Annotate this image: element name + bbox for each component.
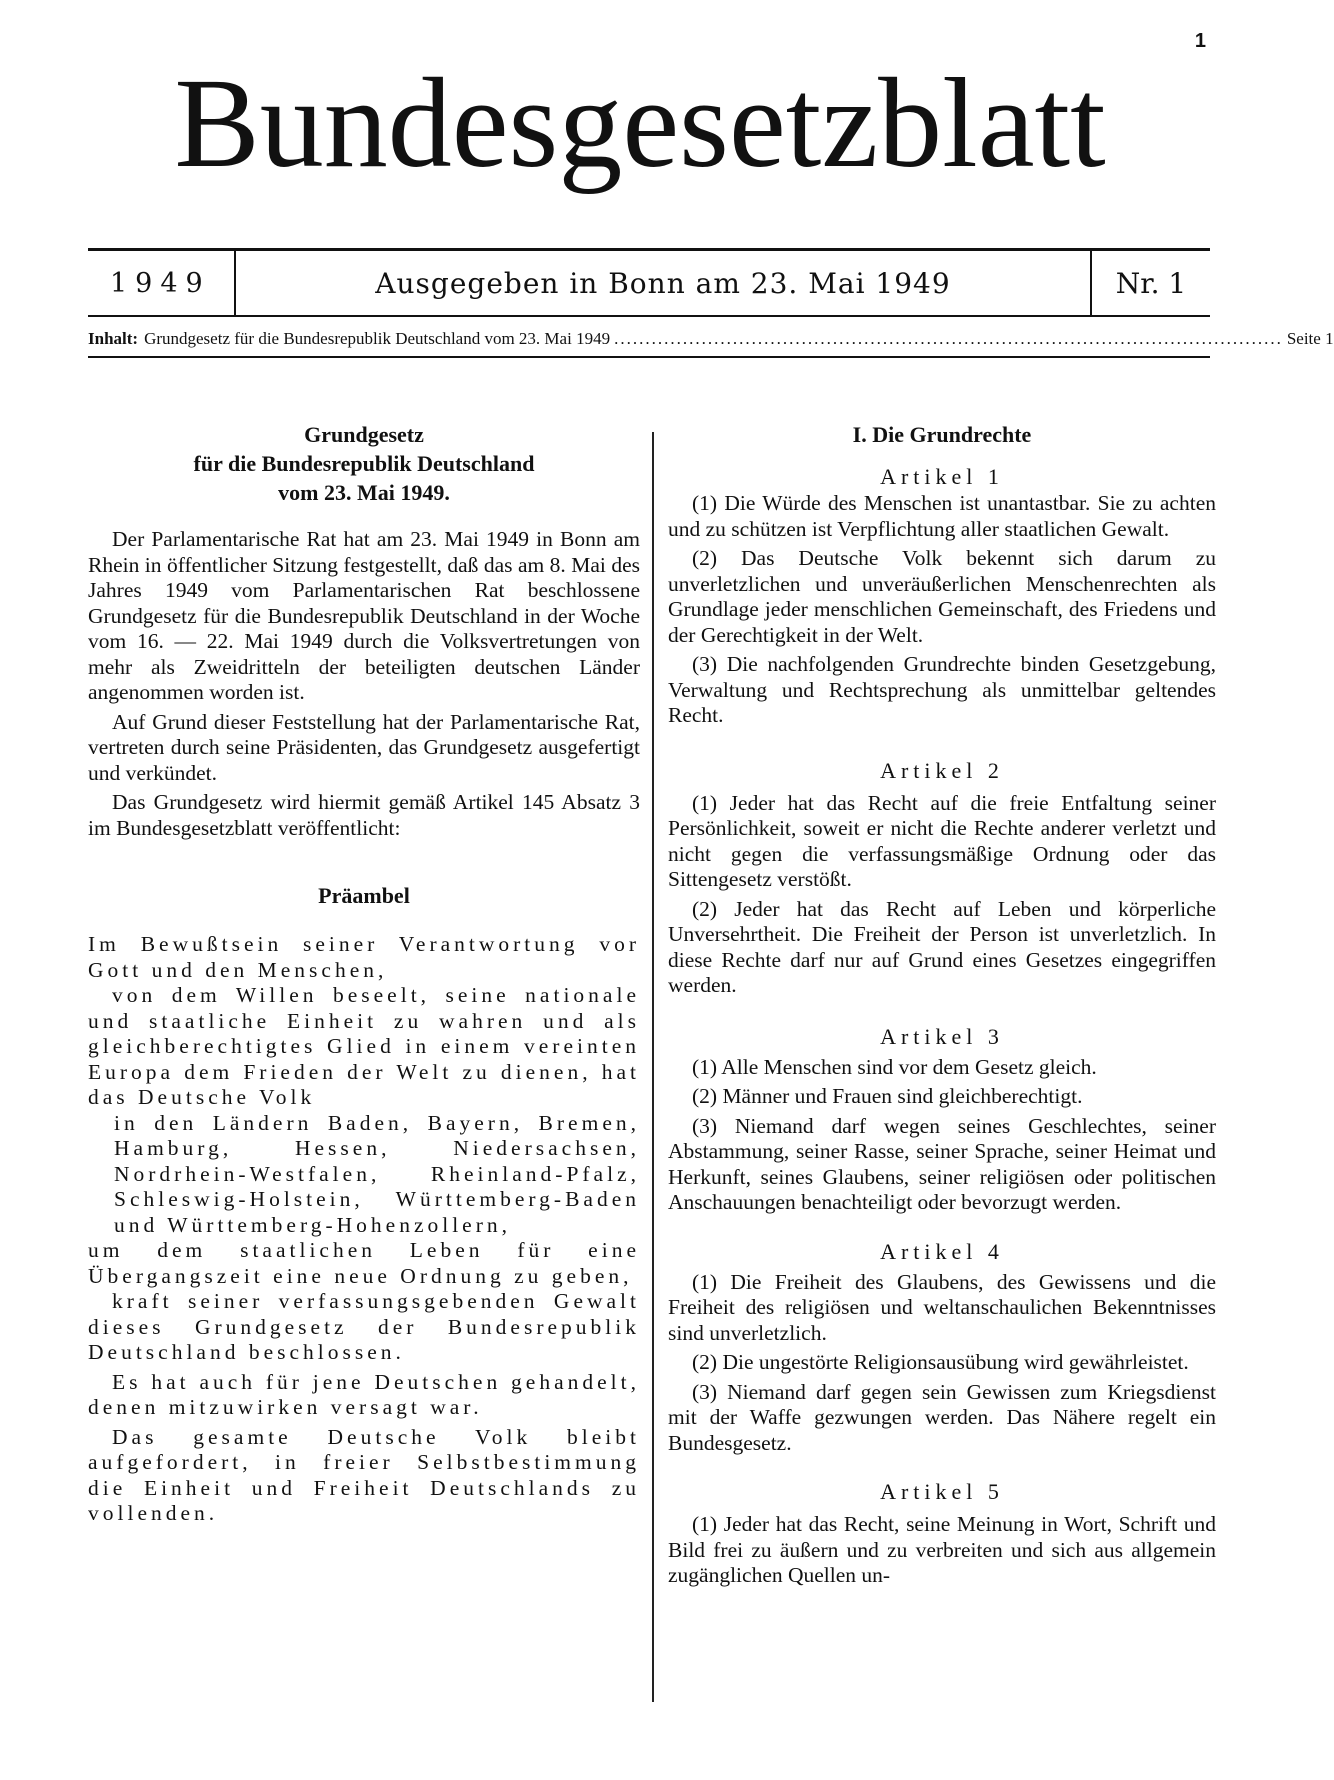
law-title-line2: für die Bundesrepublik Deutschland bbox=[193, 451, 535, 476]
preamble-line-3: in den Ländern Baden, Bayern, Bremen, Hamburg, Hessen, Niedersachsen, Nordrhein-Westfalen, Rheinland-Pfalz, Schleswig-Holstein, Württemberg-Baden und Württemberg-Hohenzollern, bbox=[114, 1110, 640, 1237]
article-3-para-3: (3) Niemand darf wegen seines Geschlechtes, seiner Abstammung, seiner Rasse, seiner Sprache, seiner Heimat und Herkunft, seines Glaubens, seiner religiösen oder politischen Anschauungen benachteiligt oder bevorzugt werden. bbox=[668, 1113, 1216, 1214]
contents-leader: ........................................................................................................... bbox=[614, 329, 1283, 348]
article-2-para-1: (1) Jeder hat das Recht auf die freie Entfaltung seiner Persönlichkeit, soweit er nicht die Rechte anderer verletzt und nicht gegen die verfassungsmäßige Ordnung oder das Sittengesetz verstößt. bbox=[668, 790, 1216, 891]
page-number: 1 bbox=[1194, 30, 1206, 52]
intro-paragraph-1: Der Parlamentarische Rat hat am 23. Mai 1949 in Bonn am Rhein in öffentlicher Sitzung festgestellt, daß das am 8. Mai des Jahres 1949 vom Parlamentarischen Rat beschlossene Grundgesetz für die Bundesrepublik Deutschland in der Woche vom 16. — 22. Mai 1949 durch die Volksvertretungen von mehr als Zweidritteln der beteiligten deutschen Länder angenommen worden ist. bbox=[88, 527, 640, 704]
contents-line bbox=[88, 322, 1334, 358]
article-1-para-1: (1) Die Würde des Menschen ist unantastbar. Sie zu achten und zu schützen ist Verpflichtung aller staatlichen Gewalt. bbox=[668, 491, 1216, 541]
issue-year: 1949 bbox=[88, 251, 236, 315]
law-title bbox=[88, 420, 640, 507]
preamble-line-4: um dem staatlichen Leben für eine Übergangszeit eine neue Ordnung zu geben, bbox=[88, 1238, 640, 1288]
article-5-title: Artikel 5 bbox=[880, 1479, 1004, 1504]
issue-bar bbox=[88, 248, 1210, 317]
article-5-para-1: (1) Jeder hat das Recht, seine Meinung in Wort, Schrift und Bild frei zu äußern und zu verbreiten und sich aus allgemein zugänglichen Quellen un- bbox=[668, 1512, 1216, 1587]
column-divider bbox=[652, 432, 654, 1702]
issue-place-date: Ausgegeben in Bonn am 23. Mai 1949 bbox=[236, 251, 1092, 315]
article-2-para-2: (2) Jeder hat das Recht auf Leben und körperliche Unversehrtheit. Die Freiheit der Person ist unverletzlich. In diese Rechte darf nur auf Grund eines Gesetzes eingegriffen werden. bbox=[668, 896, 1216, 997]
preamble-line-5: kraft seiner verfassungsgebenden Gewalt dieses Grundgesetz der Bundesrepublik Deutschland beschlossen. bbox=[88, 1289, 640, 1364]
article-4-para-1: (1) Die Freiheit des Glaubens, des Gewissens und die Freiheit des religiösen und weltanschaulichen Bekenntnisses sind unverletzlich. bbox=[668, 1269, 1216, 1345]
article-3-para-1: (1) Alle Menschen sind vor dem Gesetz gleich. bbox=[692, 1054, 1097, 1079]
preamble-line-6: Es hat auch für jene Deutschen gehandelt, denen mitzuwirken versagt war. bbox=[88, 1369, 640, 1419]
contents-label: Inhalt: bbox=[88, 329, 139, 348]
article-3-title: Artikel 3 bbox=[880, 1023, 1004, 1049]
preamble-title: Präambel bbox=[318, 883, 410, 908]
masthead-title: Bundesgesetzblatt bbox=[174, 52, 1106, 194]
left-column bbox=[88, 420, 640, 1527]
section-title: I. Die Grundrechte bbox=[852, 422, 1032, 447]
intro-paragraph-3: Das Grundgesetz wird hiermit gemäß Artikel 145 Absatz 3 im Bundesgesetzblatt veröffentlicht: bbox=[88, 790, 640, 840]
article-4-para-3: (3) Niemand darf gegen sein Gewissen zum Kriegsdienst mit der Waffe gezwungen werden. Das Nähere regelt ein Bundesgesetz. bbox=[668, 1379, 1216, 1455]
preamble-line-7: Das gesamte Deutsche Volk bleibt aufgefordert, in freier Selbstbestimmung die Einheit und Freiheit Deutschlands zu vollenden. bbox=[88, 1424, 640, 1525]
article-1-para-2: (2) Das Deutsche Volk bekennt sich darum zu unverletzlichen und unveräußerlichen Menschenrechten als Grundlage jeder menschlichen Gemeinschaft, des Friedens und der Gerechtigkeit in der Welt. bbox=[668, 546, 1216, 647]
article-2-title: Artikel 2 bbox=[880, 757, 1004, 783]
preamble-line-1: Im Bewußtsein seiner Verantwortung vor Gott und den Menschen, bbox=[88, 932, 640, 982]
issue-number: Nr. 1 bbox=[1115, 266, 1187, 300]
right-column bbox=[668, 420, 1216, 1589]
contents-page: Seite 1 bbox=[1286, 329, 1334, 348]
law-title-line1: Grundgesetz bbox=[304, 422, 424, 447]
law-title-line3: vom 23. Mai 1949. bbox=[278, 480, 450, 505]
article-4-para-2: (2) Die ungestörte Religionsausübung wird gewährleistet. bbox=[692, 1350, 1189, 1374]
contents-text: Grundgesetz für die Bundesrepublik Deutschland vom 23. Mai 1949 bbox=[144, 329, 611, 348]
intro-paragraph-2: Auf Grund dieser Feststellung hat der Parlamentarische Rat, vertreten durch seine Präsidenten, das Grundgesetz ausgefertigt und verkündet. bbox=[88, 709, 640, 785]
article-4-title: Artikel 4 bbox=[880, 1238, 1004, 1264]
article-1-title: Artikel 1 bbox=[880, 464, 1004, 489]
preamble-line-2: von dem Willen beseelt, seine nationale und staatliche Einheit zu wahren und als gleichberechtigtes Glied in einem vereinten Europa dem Frieden der Welt zu dienen, hat das Deutsche Volk bbox=[88, 983, 640, 1109]
article-3-para-2: (2) Männer und Frauen sind gleichberechtigt. bbox=[692, 1084, 1083, 1108]
article-1-para-3: (3) Die nachfolgenden Grundrechte binden Gesetzgebung, Verwaltung und Rechtsprechung als unmittelbar geltendes Recht. bbox=[668, 652, 1216, 727]
